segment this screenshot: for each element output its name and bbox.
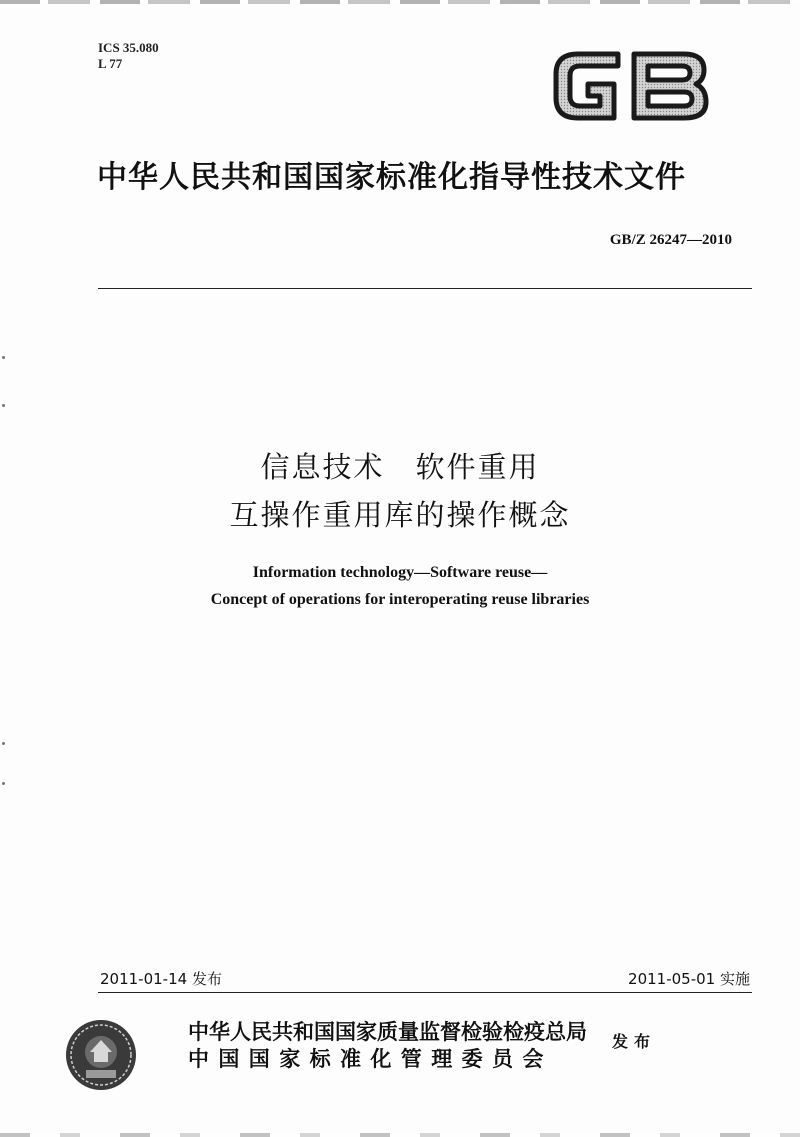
scan-edge-top: [0, 0, 800, 4]
ics-code: ICS 35.080: [98, 40, 159, 55]
english-title-line-1: Information technology—Software reuse—: [252, 564, 548, 581]
seal-emblem: [64, 1018, 138, 1092]
issuer-line-2: 中国国家标准化管理委员会: [188, 1047, 553, 1071]
english-title-line-2: Concept of operations for interoperating reuse libraries: [210, 591, 590, 608]
standard-number: GB/Z 26247—2010: [609, 232, 732, 248]
issuer-line-1: 中华人民共和国国家质量监督检验检疫总局: [188, 1020, 587, 1044]
chinese-title-line-1: 信息技术 软件重用: [260, 450, 540, 484]
header-divider: [98, 288, 752, 289]
document-type-title: 中华人民共和国国家标准化指导性技术文件: [97, 160, 686, 195]
scan-speck: [2, 356, 5, 359]
scan-speck: [2, 404, 5, 407]
classification-codes: [98, 40, 159, 72]
chinese-title-line-2: 互操作重用库的操作概念: [229, 498, 571, 532]
footer-divider: [98, 992, 752, 993]
gb-logo: [548, 44, 712, 128]
scan-speck: [2, 782, 5, 785]
scan-edge-bottom: [0, 1133, 800, 1137]
ccs-code: L 77: [98, 56, 123, 71]
publish-label: 发布: [612, 1032, 657, 1051]
scan-speck: [2, 742, 5, 745]
implementation-date: 2011-05-01 实施: [628, 970, 750, 988]
issue-date: 2011-01-14 发布: [100, 970, 222, 988]
